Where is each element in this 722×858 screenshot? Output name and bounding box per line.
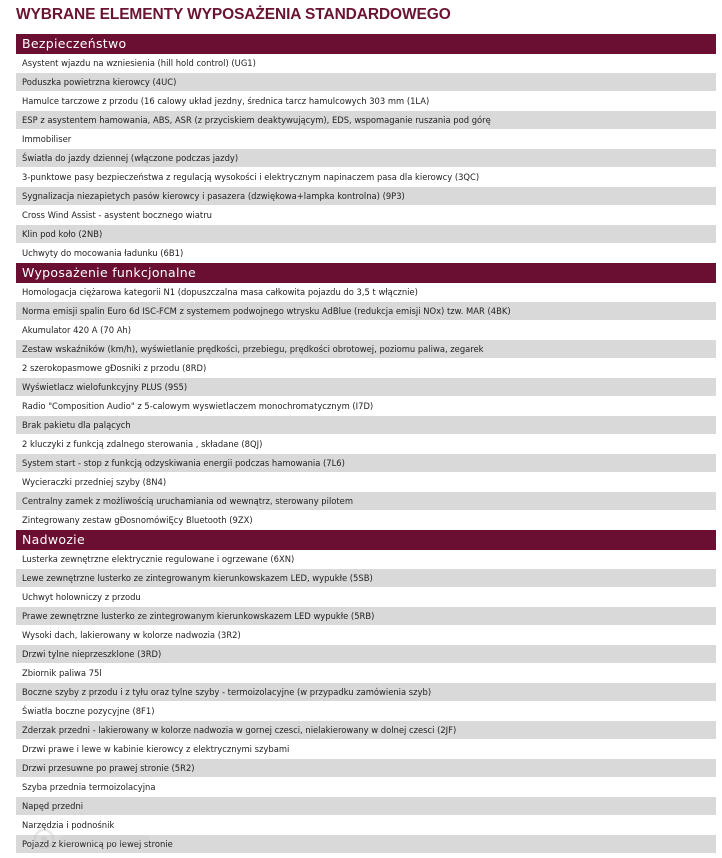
list-item: Brak pakietu dla palących xyxy=(16,416,716,435)
list-item: Światła boczne pozycyjne (8F1) xyxy=(16,702,716,721)
list-item: Napęd przedni xyxy=(16,797,716,816)
list-item: System start - stop z funkcją odzyskiwania energii podczas hamowania (7L6) xyxy=(16,454,716,473)
list-item: 2 szerokopasmowe gĐosniki z przodu (8RD) xyxy=(16,359,716,378)
list-item: Drzwi prawe i lewe w kabinie kierowcy z elektrycznymi szybami xyxy=(16,740,716,759)
list-item: Cross Wind Assist - asystent bocznego wiatru xyxy=(16,206,716,225)
list-item: 3-punktowe pasy bezpieczeństwa z regulacją wysokości i elektrycznym napinaczem pasa dla kierowcy (3QC) xyxy=(16,168,716,187)
list-item: Zestaw wskaźników (km/h), wyświetlanie prędkości, przebiegu, prędkości obrotowej, poziomu paliwa, zegarek xyxy=(16,340,716,359)
list-item: Lewe zewnętrzne lusterko ze zintegrowanym kierunkowskazem LED, wypukłe (5SB) xyxy=(16,569,716,588)
list-item: 2 kluczyki z funkcją zdalnego sterowania , składane (8QJ) xyxy=(16,435,716,454)
equipment-list xyxy=(16,34,716,854)
list-item: ESP z asystentem hamowania, ABS, ASR (z przyciskiem deaktywującym), EDS, wspomaganie ruszania pod górę xyxy=(16,111,716,130)
list-item: Immobiliser xyxy=(16,130,716,149)
list-item: Homologacja ciężarowa kategorii N1 (dopuszczalna masa całkowita pojazdu do 3,5 t włącznie) xyxy=(16,283,716,302)
list-item: Sygnalizacja niezapietych pasów kierowcy i pasazera (dzwiękowa+lampka kontrolna) (9P3) xyxy=(16,187,716,206)
section-heading: Nadwozie xyxy=(16,530,716,550)
list-item: Pojazd z kierownicą po lewej stronie xyxy=(16,835,716,854)
section-3 xyxy=(16,530,716,854)
list-item: Poduszka powietrzna kierowcy (4UC) xyxy=(16,73,716,92)
list-item: Asystent wjazdu na wzniesienia (hill hold control) (UG1) xyxy=(16,54,716,73)
section-heading: Bezpieczeństwo xyxy=(16,34,716,54)
list-item: Hamulce tarczowe z przodu (16 calowy układ jezdny, średnica tarcz hamulcowych 303 mm (1LA) xyxy=(16,92,716,111)
page-title: WYBRANE ELEMENTY WYPOSAŻENIA STANDARDOWEGO xyxy=(16,6,451,23)
list-item: Drzwi tylne nieprzeszklone (3RD) xyxy=(16,645,716,664)
list-item: Narzędzia i podnośnik xyxy=(16,816,716,835)
list-item: Norma emisji spalin Euro 6d ISC-FCM z systemem podwojnego wtrysku AdBlue (redukcja emisji NOx) tzw. MAR (4BK) xyxy=(16,302,716,321)
list-item: Uchwyty do mocowania ładunku (6B1) xyxy=(16,244,716,263)
section-2 xyxy=(16,263,716,530)
list-item: Boczne szyby z przodu i z tyłu oraz tylne szyby - termoizolacyjne (w przypadku zamówienia szyb) xyxy=(16,683,716,702)
list-item: Światła do jazdy dziennej (włączone podczas jazdy) xyxy=(16,149,716,168)
list-item: Centralny zamek z możliwością uruchamiania od wewnątrz, sterowany pilotem xyxy=(16,492,716,511)
list-item: Uchwyt holowniczy z przodu xyxy=(16,588,716,607)
watermark-logo xyxy=(30,824,160,854)
list-item: Szyba przednia termoizolacyjna xyxy=(16,778,716,797)
list-item: Zbiornik paliwa 75l xyxy=(16,664,716,683)
list-item: Zintegrowany zestaw gĐosnomówiĘcy Bluetooth (9ZX) xyxy=(16,511,716,530)
section-1 xyxy=(16,34,716,263)
section-heading: Wyposażenie funkcjonalne xyxy=(16,263,716,283)
list-item: Prawe zewnętrzne lusterko ze zintegrowanym kierunkowskazem LED wypukłe (5RB) xyxy=(16,607,716,626)
list-item: Zderzak przedni - lakierowany w kolorze nadwozia w gornej czesci, nielakierowany w dolnej czesci (2JF) xyxy=(16,721,716,740)
list-item: Klin pod koło (2NB) xyxy=(16,225,716,244)
list-item: Drzwi przesuwne po prawej stronie (5R2) xyxy=(16,759,716,778)
list-item: Akumulator 420 A (70 Ah) xyxy=(16,321,716,340)
list-item: Radio "Composition Audio" z 5-calowym wyswietlaczem monochromatycznym (I7D) xyxy=(16,397,716,416)
list-item: Wycieraczki przedniej szyby (8N4) xyxy=(16,473,716,492)
list-item: Lusterka zewnętrzne elektrycznie regulowane i ogrzewane (6XN) xyxy=(16,550,716,569)
list-item: Wyświetlacz wielofunkcyjny PLUS (9S5) xyxy=(16,378,716,397)
list-item: Wysoki dach, lakierowany w kolorze nadwozia (3R2) xyxy=(16,626,716,645)
